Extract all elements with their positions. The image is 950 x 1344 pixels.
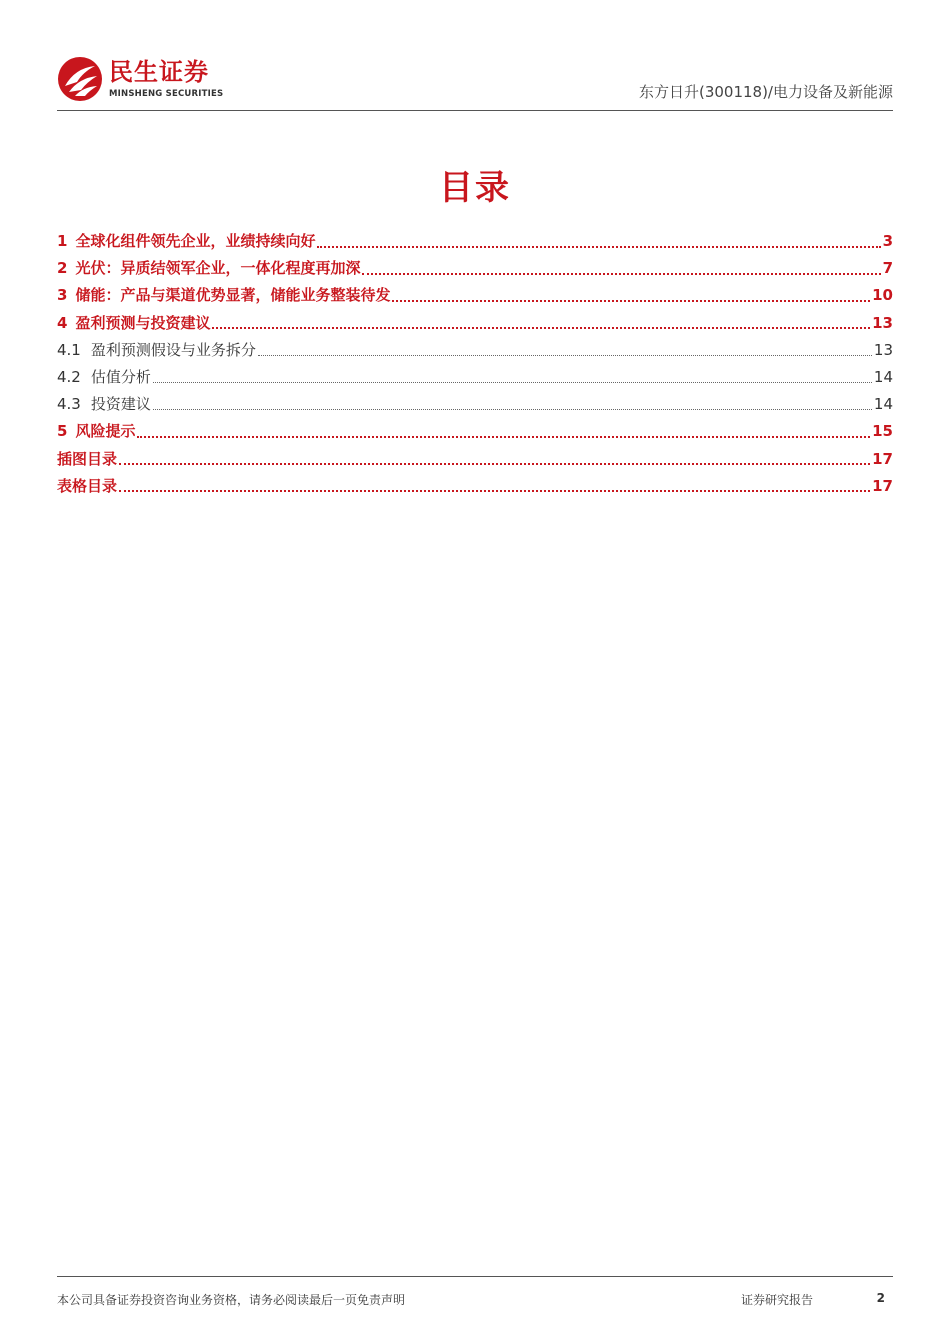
toc-subentry[interactable]	[57, 364, 893, 391]
toc-entry-number: 4.1	[57, 340, 81, 359]
toc-entry-label: 全球化组件领先企业，业绩持续向好	[75, 232, 316, 250]
toc-entry-number: 1	[57, 232, 68, 250]
toc-leader-dots	[317, 244, 880, 248]
toc-leader-dots	[258, 353, 872, 356]
toc-entry-page: 17	[872, 449, 893, 468]
toc-entry-label: 盈利预测假设与业务拆分	[90, 340, 256, 359]
toc-entry-page: 13	[872, 313, 893, 332]
footer-doc-type: 证券研究报告	[741, 1293, 814, 1307]
toc-entry-label: 表格目录	[57, 476, 118, 495]
toc-entry-label: 储能：产品与渠道优势显著，储能业务整装待发	[75, 286, 391, 305]
page-number: 2	[876, 1291, 885, 1305]
toc-entry[interactable]	[57, 228, 893, 255]
page-footer	[57, 1276, 893, 1317]
toc-entry-number: 3	[57, 286, 68, 305]
toc-entry-number: 4	[57, 313, 68, 332]
toc-entry-label: 估值分析	[90, 367, 151, 386]
toc-entry-page: 14	[873, 367, 893, 386]
toc-entry-page: 7	[882, 259, 893, 278]
toc-entry-number: 4.3	[57, 395, 81, 414]
toc-subentry[interactable]	[57, 337, 893, 364]
toc-entry-number: 5	[57, 422, 68, 441]
toc-entry[interactable]	[57, 282, 893, 309]
toc-leader-dots	[119, 488, 870, 492]
toc-entry-label: 风险提示	[75, 422, 136, 441]
toc-entry[interactable]	[57, 418, 893, 445]
table-of-contents	[57, 228, 893, 500]
toc-entry-page: 10	[872, 286, 893, 305]
toc-entry-number: 4.2	[57, 367, 81, 386]
toc-entry[interactable]	[57, 255, 893, 282]
toc-entry-page: 13	[873, 340, 893, 359]
toc-leader-dots	[153, 380, 872, 383]
company-logo	[57, 56, 237, 104]
toc-entry-label: 光伏：异质结领军企业，一体化程度再加深	[75, 259, 361, 278]
toc-entry-page: 14	[873, 395, 893, 414]
toc-entry-figure-list[interactable]	[57, 446, 893, 473]
toc-leader-dots	[212, 325, 870, 329]
toc-subentry[interactable]	[57, 391, 893, 418]
toc-entry-page: 3	[882, 232, 893, 250]
footer-disclaimer: 本公司具备证券投资咨询业务资格，请务必阅读最后一页免责声明	[57, 1293, 406, 1307]
toc-entry-label: 插图目录	[57, 449, 118, 468]
toc-entry-table-list[interactable]	[57, 473, 893, 500]
toc-entry-page: 15	[872, 422, 893, 441]
toc-leader-dots	[119, 461, 870, 465]
toc-entry-label: 盈利预测与投资建议	[75, 313, 211, 332]
minsheng-logo-icon	[57, 56, 103, 102]
toc-leader-dots	[153, 407, 872, 410]
toc-leader-dots	[137, 434, 870, 438]
toc-leader-dots	[392, 298, 870, 302]
page-header	[57, 52, 893, 111]
toc-entry-number: 2	[57, 259, 68, 278]
toc-entry-page: 17	[872, 476, 893, 495]
toc-entry[interactable]	[57, 310, 893, 337]
toc-title: 目录	[439, 168, 511, 208]
report-subject: 东方日升(300118)/电力设备及新能源	[638, 83, 893, 101]
logo-chinese-name: 民生证券	[109, 58, 209, 86]
logo-english-name: MINSHENG SECURITIES	[109, 89, 224, 99]
toc-entry-label: 投资建议	[90, 395, 151, 414]
toc-leader-dots	[362, 271, 880, 275]
